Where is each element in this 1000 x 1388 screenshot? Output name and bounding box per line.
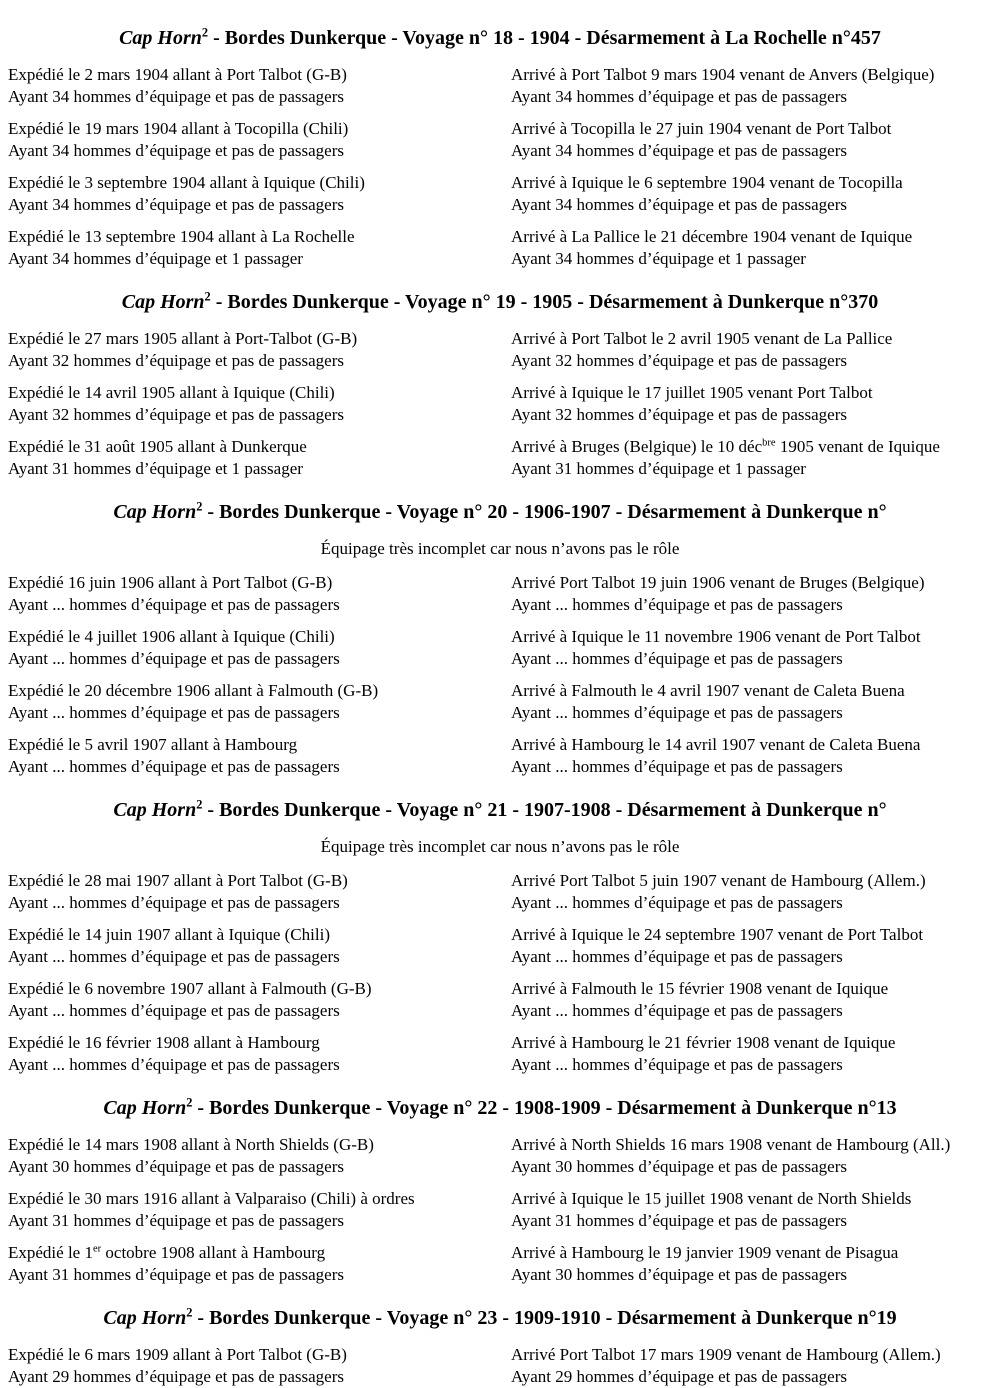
- arrival-info: [511, 924, 992, 968]
- departure-info: [8, 1134, 511, 1178]
- arrival-info: [511, 382, 992, 426]
- departure-info: [8, 734, 511, 778]
- voyage-section: [8, 1306, 992, 1388]
- entry-line: Ayant ... hommes d’équipage et pas de passagers: [8, 757, 340, 776]
- entry-line: Ayant ... hommes d’équipage et pas de passagers: [8, 947, 340, 966]
- entry-line: Ayant ... hommes d’équipage et pas de passagers: [511, 595, 843, 614]
- voyage-entry: [8, 226, 992, 270]
- entry-line: Ayant 31 hommes d’équipage et 1 passager: [8, 459, 303, 478]
- entry-line: Expédié le 31 août 1905 allant à Dunkerque: [8, 437, 307, 456]
- voyage-entry: [8, 572, 992, 616]
- entry-line: Ayant 32 hommes d’équipage et pas de passagers: [511, 405, 847, 424]
- entry-line: Ayant ... hommes d’équipage et pas de passagers: [511, 893, 843, 912]
- voyage-entry: [8, 64, 992, 108]
- voyage-entry: [8, 1032, 992, 1076]
- entry-line: Ayant ... hommes d’équipage et pas de passagers: [511, 649, 843, 668]
- entry-line: Ayant 31 hommes d’équipage et 1 passager: [511, 459, 806, 478]
- entry-line: Arrivé à North Shields 16 mars 1908 venant de Hambourg (All.): [511, 1135, 951, 1154]
- arrival-info: [511, 680, 992, 724]
- entry-line: Ayant ... hommes d’équipage et pas de passagers: [511, 1055, 843, 1074]
- departure-info: [8, 118, 511, 162]
- entry-line: Ayant 34 hommes d’équipage et pas de passagers: [8, 195, 344, 214]
- entry-line: Arrivé à Falmouth le 15 février 1908 venant de Iquique: [511, 979, 889, 998]
- voyage-section: [8, 290, 992, 480]
- entry-line: Ayant 32 hommes d’équipage et pas de passagers: [511, 351, 847, 370]
- entry-line: Ayant ... hommes d’équipage et pas de passagers: [8, 703, 340, 722]
- voyage-title-text: - Bordes Dunkerque - Voyage n° 20 - 1906-1907 - Désarmement à Dunkerque n°: [202, 501, 887, 523]
- voyage-entry: [8, 1134, 992, 1178]
- entry-line: Ayant ... hommes d’équipage et pas de passagers: [8, 1055, 340, 1074]
- entry-line: Arrivé à Falmouth le 4 avril 1907 venant de Caleta Buena: [511, 681, 905, 700]
- entry-line: Ayant 34 hommes d’équipage et pas de passagers: [8, 87, 344, 106]
- entry-line: Expédié 16 juin 1906 allant à Port Talbot (G-B): [8, 573, 333, 592]
- entry-line: [8, 1242, 511, 1264]
- ordinal-superscript: bre: [762, 437, 776, 449]
- ship-name: Cap Horn: [119, 27, 202, 49]
- voyage-entry: [8, 1188, 992, 1232]
- entry-line: Ayant ... hommes d’équipage et pas de passagers: [8, 595, 340, 614]
- voyage-title: [8, 26, 992, 50]
- arrival-info: [511, 1344, 992, 1388]
- ship-name: Cap Horn: [103, 1097, 187, 1119]
- voyage-title-text: - Bordes Dunkerque - Voyage n° 22 - 1908-1909 - Désarmement à Dunkerque n°13: [192, 1097, 897, 1119]
- voyage-entry: [8, 328, 992, 372]
- arrival-info: [511, 172, 992, 216]
- arrival-info: [511, 626, 992, 670]
- entry-line: Expédié le 16 février 1908 allant à Hambourg: [8, 1033, 320, 1052]
- entry-line: Ayant 31 hommes d’équipage et pas de passagers: [8, 1211, 344, 1230]
- arrival-info: [511, 978, 992, 1022]
- ship-name-superscript: 2: [196, 797, 203, 812]
- arrival-info: [511, 436, 992, 480]
- ship-name-superscript: 2: [186, 1095, 193, 1110]
- entry-line: Ayant ... hommes d’équipage et pas de passagers: [511, 1001, 843, 1020]
- ship-name-superscript: 2: [204, 289, 211, 304]
- entry-line: Ayant 29 hommes d’équipage et pas de passagers: [511, 1367, 847, 1386]
- voyage-section: [8, 798, 992, 1076]
- voyage-entry: [8, 924, 992, 968]
- departure-info: [8, 978, 511, 1022]
- ship-name: Cap Horn: [113, 799, 197, 821]
- arrival-info: [511, 734, 992, 778]
- entry-line: Ayant 32 hommes d’équipage et pas de passagers: [8, 351, 344, 370]
- entry-line: Arrivé à Hambourg le 19 janvier 1909 venant de Pisagua: [511, 1243, 899, 1262]
- entry-line: Expédié le 13 septembre 1904 allant à La Rochelle: [8, 227, 355, 246]
- entry-line: Expédié le 6 mars 1909 allant à Port Talbot (G-B): [8, 1345, 347, 1364]
- entry-line: Arrivé à Hambourg le 21 février 1908 venant de Iquique: [511, 1033, 896, 1052]
- arrival-info: [511, 64, 992, 108]
- entry-line: Arrivé Port Talbot 5 juin 1907 venant de Hambourg (Allem.): [511, 871, 926, 890]
- line-text: Arrivé à Bruges (Belgique) le 10 déc: [511, 437, 763, 456]
- entry-line: Ayant 34 hommes d’équipage et pas de passagers: [8, 141, 344, 160]
- voyage-entry: [8, 978, 992, 1022]
- crew-note: Équipage très incomplet car nous n’avons pas le rôle: [320, 539, 680, 558]
- voyage-title: [8, 500, 992, 524]
- voyage-title-text: - Bordes Dunkerque - Voyage n° 18 - 1904 - Désarmement à La Rochelle n°457: [208, 27, 881, 49]
- entry-line: Expédié le 27 mars 1905 allant à Port-Talbot (G-B): [8, 329, 358, 348]
- departure-info: [8, 1032, 511, 1076]
- voyage-title-text: - Bordes Dunkerque - Voyage n° 21 - 1907-1908 - Désarmement à Dunkerque n°: [202, 799, 887, 821]
- arrival-info: [511, 118, 992, 162]
- voyage-section: [8, 26, 992, 270]
- entry-line: Ayant ... hommes d’équipage et pas de passagers: [8, 893, 340, 912]
- departure-info: [8, 1242, 511, 1286]
- voyage-entry: [8, 118, 992, 162]
- entry-line: Ayant ... hommes d’équipage et pas de passagers: [511, 703, 843, 722]
- entry-line: Expédié le 20 décembre 1906 allant à Falmouth (G-B): [8, 681, 379, 700]
- ship-name: Cap Horn: [103, 1307, 187, 1329]
- departure-info: [8, 328, 511, 372]
- entry-line: Ayant 34 hommes d’équipage et 1 passager: [511, 249, 806, 268]
- arrival-info: [511, 1242, 992, 1286]
- arrival-info: [511, 572, 992, 616]
- entry-line: Arrivé à Iquique le 15 juillet 1908 venant de North Shields: [511, 1189, 912, 1208]
- entry-line: Expédié le 28 mai 1907 allant à Port Talbot (G-B): [8, 871, 348, 890]
- entry-line: Expédié le 4 juillet 1906 allant à Iquique (Chili): [8, 627, 335, 646]
- line-text: octobre 1908 allant à Hambourg: [101, 1243, 326, 1262]
- entry-line: Ayant ... hommes d’équipage et pas de passagers: [511, 947, 843, 966]
- entry-line: Ayant 32 hommes d’équipage et pas de passagers: [8, 405, 344, 424]
- entry-line: Arrivé à Tocopilla le 27 juin 1904 venant de Port Talbot: [511, 119, 892, 138]
- departure-info: [8, 226, 511, 270]
- entry-line: Ayant 34 hommes d’équipage et 1 passager: [8, 249, 303, 268]
- departure-info: [8, 382, 511, 426]
- ship-name-superscript: 2: [201, 25, 209, 40]
- entry-line: Expédié le 30 mars 1916 allant à Valparaiso (Chili) à ordres: [8, 1189, 415, 1208]
- entry-line: Expédié le 14 avril 1905 allant à Iquique (Chili): [8, 383, 335, 402]
- entry-line: Expédié le 14 juin 1907 allant à Iquique (Chili): [8, 925, 330, 944]
- voyage-entry: [8, 436, 992, 480]
- departure-info: [8, 1344, 511, 1388]
- arrival-info: [511, 226, 992, 270]
- voyage-entry: [8, 680, 992, 724]
- voyage-entry: [8, 382, 992, 426]
- entry-line: Ayant 31 hommes d’équipage et pas de passagers: [511, 1211, 847, 1230]
- departure-info: [8, 64, 511, 108]
- voyage-entry: [8, 626, 992, 670]
- entry-line: Ayant 30 hommes d’équipage et pas de passagers: [511, 1265, 847, 1284]
- ordinal-superscript: er: [92, 1243, 102, 1255]
- voyage-entry: [8, 870, 992, 914]
- entry-line: Arrivé Port Talbot 17 mars 1909 venant de Hambourg (Allem.): [511, 1345, 941, 1364]
- voyage-title: [8, 798, 992, 822]
- entry-line: Ayant 31 hommes d’équipage et pas de passagers: [8, 1265, 344, 1284]
- arrival-info: [511, 1032, 992, 1076]
- entry-line: Ayant ... hommes d’équipage et pas de passagers: [511, 757, 843, 776]
- departure-info: [8, 680, 511, 724]
- crew-note: Équipage très incomplet car nous n’avons pas le rôle: [320, 837, 680, 856]
- entry-line: Ayant 29 hommes d’équipage et pas de passagers: [8, 1367, 344, 1386]
- entry-line: Expédié le 19 mars 1904 allant à Tocopilla (Chili): [8, 119, 349, 138]
- entry-line: Ayant 34 hommes d’équipage et pas de passagers: [511, 141, 847, 160]
- entry-line: Expédié le 2 mars 1904 allant à Port Talbot (G-B): [8, 65, 347, 84]
- departure-info: [8, 436, 511, 480]
- voyage-entry: [8, 172, 992, 216]
- entry-line: Ayant ... hommes d’équipage et pas de passagers: [8, 649, 340, 668]
- entry-line: Ayant 34 hommes d’équipage et pas de passagers: [511, 87, 847, 106]
- entry-line: Arrivé à Iquique le 24 septembre 1907 venant de Port Talbot: [511, 925, 924, 944]
- entry-line: Ayant 34 hommes d’équipage et pas de passagers: [511, 195, 847, 214]
- entry-line: Arrivé à Iquique le 11 novembre 1906 venant de Port Talbot: [511, 627, 921, 646]
- ship-name: Cap Horn: [113, 501, 197, 523]
- entry-line: Ayant 30 hommes d’équipage et pas de passagers: [511, 1157, 847, 1176]
- voyage-title: [8, 290, 992, 314]
- entry-line: Expédié le 5 avril 1907 allant à Hambourg: [8, 735, 298, 754]
- arrival-info: [511, 328, 992, 372]
- entry-line: Arrivé Port Talbot 19 juin 1906 venant de Bruges (Belgique): [511, 573, 925, 592]
- entry-line: Arrivé à Hambourg le 14 avril 1907 venant de Caleta Buena: [511, 735, 921, 754]
- voyage-section: [8, 500, 992, 778]
- ship-name: Cap Horn: [121, 291, 205, 313]
- line-text: 1905 venant de Iquique: [775, 437, 940, 456]
- arrival-info: [511, 1134, 992, 1178]
- entry-line: Ayant 30 hommes d’équipage et pas de passagers: [8, 1157, 344, 1176]
- entry-line: Arrivé à Port Talbot 9 mars 1904 venant de Anvers (Belgique): [511, 65, 935, 84]
- entry-line: Expédié le 14 mars 1908 allant à North Shields (G-B): [8, 1135, 374, 1154]
- line-text: Expédié le 1: [8, 1243, 93, 1262]
- arrival-info: [511, 1188, 992, 1232]
- departure-info: [8, 870, 511, 914]
- entry-line: Expédié le 3 septembre 1904 allant à Iquique (Chili): [8, 173, 365, 192]
- entry-line: Arrivé à La Pallice le 21 décembre 1904 venant de Iquique: [511, 227, 913, 246]
- voyage-title: [8, 1306, 992, 1330]
- ship-name-superscript: 2: [186, 1305, 193, 1320]
- entry-line: Arrivé à Iquique le 6 septembre 1904 venant de Tocopilla: [511, 173, 903, 192]
- departure-info: [8, 572, 511, 616]
- entry-line: Arrivé à Iquique le 17 juillet 1905 venant Port Talbot: [511, 383, 873, 402]
- voyage-section: [8, 1096, 992, 1286]
- voyage-title-text: - Bordes Dunkerque - Voyage n° 19 - 1905 - Désarmement à Dunkerque n°370: [210, 291, 879, 313]
- entry-line: Ayant ... hommes d’équipage et pas de passagers: [8, 1001, 340, 1020]
- departure-info: [8, 924, 511, 968]
- departure-info: [8, 626, 511, 670]
- entry-line: [511, 436, 992, 458]
- voyage-entry: [8, 734, 992, 778]
- ship-name-superscript: 2: [196, 499, 203, 514]
- voyage-entry: [8, 1242, 992, 1286]
- departure-info: [8, 1188, 511, 1232]
- voyage-title-text: - Bordes Dunkerque - Voyage n° 23 - 1909-1910 - Désarmement à Dunkerque n°19: [192, 1307, 897, 1329]
- entry-line: Arrivé à Port Talbot le 2 avril 1905 venant de La Pallice: [511, 329, 893, 348]
- voyage-title: [8, 1096, 992, 1120]
- entry-line: Expédié le 6 novembre 1907 allant à Falmouth (G-B): [8, 979, 372, 998]
- arrival-info: [511, 870, 992, 914]
- departure-info: [8, 172, 511, 216]
- voyage-entry: [8, 1344, 992, 1388]
- voyage-report: [8, 26, 992, 1388]
